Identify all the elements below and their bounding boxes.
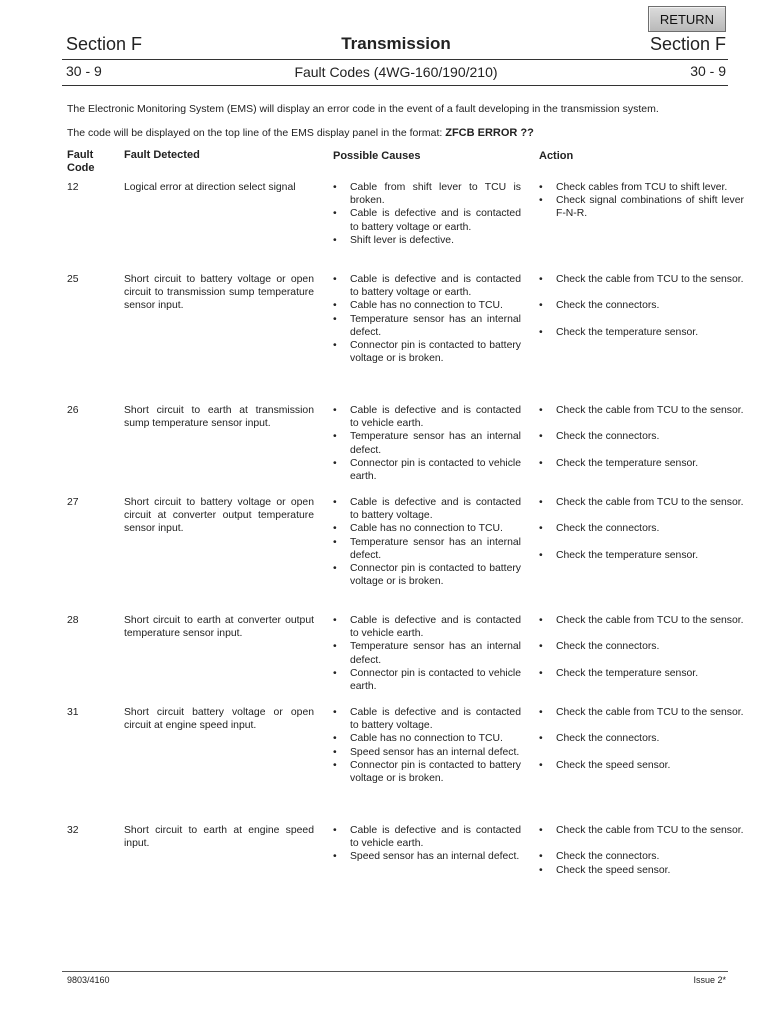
possible-causes-list	[333, 824, 521, 864]
action-item: • Check the temperature sensor.	[539, 326, 744, 339]
cause-item: • Connector pin is contacted to battery voltage or is broken.	[333, 339, 521, 365]
column-header-code-line1: Fault	[67, 149, 94, 161]
intro-format-line	[67, 127, 728, 140]
possible-causes-list	[333, 273, 521, 365]
fault-code: 26	[67, 405, 79, 416]
column-header-code-line2: Code	[67, 162, 95, 174]
action-item: • Check signal combinations of shift lever F-N-R.	[539, 194, 744, 220]
possible-causes-list	[333, 404, 521, 483]
cause-item: • Connector pin is contacted to vehicle earth.	[333, 457, 521, 483]
action-item: • Check the cable from TCU to the sensor.	[539, 404, 744, 417]
page-number-left: 30 - 9	[66, 63, 102, 79]
action-item: • Check cables from TCU to shift lever.	[539, 181, 744, 194]
fault-code: 32	[67, 825, 79, 836]
action-item: • Check the connectors.	[539, 522, 744, 535]
intro-paragraph: The Electronic Monitoring System (EMS) will display an error code in the event of a fault developing in the transmission system.	[67, 103, 659, 115]
cause-item: • Temperature sensor has an internal defect.	[333, 430, 521, 456]
fault-detected: Short circuit to earth at engine speed input.	[124, 825, 314, 850]
possible-causes-list	[333, 614, 521, 693]
cause-item: • Temperature sensor has an internal defect.	[333, 536, 521, 562]
cause-item: • Connector pin is contacted to vehicle earth.	[333, 667, 521, 693]
fault-detected: Short circuit to battery voltage or open circuit to transmission sump temperature sensor input.	[124, 274, 314, 312]
cause-item: • Speed sensor has an internal defect.	[333, 850, 521, 863]
cause-item: • Cable is defective and is contacted to vehicle earth.	[333, 824, 521, 850]
action-item: • Check the speed sensor.	[539, 864, 744, 877]
action-item: • Check the temperature sensor.	[539, 549, 744, 562]
page-number-right: 30 - 9	[690, 63, 726, 79]
column-header-causes: Possible Causes	[333, 150, 421, 162]
cause-item: • Speed sensor has an internal defect.	[333, 746, 521, 759]
fault-code: 28	[67, 615, 79, 626]
document-number: 9803/4160	[67, 975, 110, 985]
cause-item: • Cable is defective and is contacted to battery voltage.	[333, 706, 521, 732]
cause-item: • Temperature sensor has an internal defect.	[333, 640, 521, 666]
issue-number: Issue 2*	[693, 975, 726, 985]
action-item: • Check the cable from TCU to the sensor.	[539, 706, 744, 719]
fault-detected: Short circuit to earth at transmission sump temperature sensor input.	[124, 405, 314, 430]
footer-divider	[62, 971, 728, 972]
cause-item: • Cable has no connection to TCU.	[333, 299, 521, 312]
fault-code: 27	[67, 497, 79, 508]
action-item: • Check the connectors.	[539, 732, 744, 745]
action-item: • Check the cable from TCU to the sensor.	[539, 614, 744, 627]
section-label-right: Section F	[649, 34, 726, 54]
page-subheader	[66, 63, 726, 83]
action-item: • Check the speed sensor.	[539, 759, 744, 772]
error-code-format: ZFCB ERROR ??	[445, 127, 534, 139]
cause-item: • Temperature sensor has an internal defect.	[333, 313, 521, 339]
cause-item: • Cable is defective and is contacted to vehicle earth.	[333, 614, 521, 640]
page-title: Transmission	[341, 34, 451, 53]
fault-code: 12	[67, 182, 79, 193]
fault-detected: Short circuit to battery voltage or open circuit at converter output temperature sensor input.	[124, 497, 314, 535]
fault-code: 31	[67, 707, 79, 718]
cause-item: • Shift lever is defective.	[333, 234, 521, 247]
action-item: • Check the connectors.	[539, 430, 744, 443]
action-item: • Check the connectors.	[539, 640, 744, 653]
possible-causes-list	[333, 706, 521, 785]
subheader-divider	[62, 85, 728, 86]
cause-item: • Connector pin is contacted to battery voltage or is broken.	[333, 562, 521, 588]
action-item: • Check the cable from TCU to the sensor.	[539, 824, 744, 837]
action-item: • Check the temperature sensor.	[539, 457, 744, 470]
action-item: • Check the cable from TCU to the sensor.	[539, 496, 744, 509]
cause-item: • Cable has no connection to TCU.	[333, 732, 521, 745]
action-item: • Check the connectors.	[539, 850, 744, 863]
fault-code: 25	[67, 274, 79, 285]
fault-detected: Short circuit battery voltage or open circuit at engine speed input.	[124, 707, 314, 732]
cause-item: • Cable is defective and is contacted to vehicle earth.	[333, 404, 521, 430]
cause-item: • Connector pin is contacted to battery voltage or is broken.	[333, 759, 521, 785]
column-header-action: Action	[539, 150, 574, 162]
cause-item: • Cable is defective and is contacted to battery voltage or earth.	[333, 273, 521, 299]
possible-causes-list	[333, 181, 521, 247]
cause-item: • Cable is defective and is contacted to battery voltage.	[333, 496, 521, 522]
page-subtitle: Fault Codes (4WG-160/190/210)	[294, 64, 498, 80]
action-item: • Check the connectors.	[539, 299, 744, 312]
action-item: • Check the cable from TCU to the sensor.	[539, 273, 744, 286]
column-header-code	[67, 149, 95, 175]
page-header	[66, 34, 726, 56]
cause-item: • Cable is defective and is contacted to battery voltage or earth.	[333, 207, 521, 233]
fault-detected: Short circuit to earth at converter output temperature sensor input.	[124, 615, 314, 640]
column-header-detected: Fault Detected	[124, 149, 200, 161]
section-label-left: Section F	[66, 34, 143, 54]
header-divider	[62, 59, 728, 60]
cause-item: • Cable from shift lever to TCU is broken.	[333, 181, 521, 207]
fault-detected: Logical error at direction select signal	[124, 182, 296, 193]
cause-item: • Cable has no connection to TCU.	[333, 522, 521, 535]
intro-format-text: The code will be displayed on the top line of the EMS display panel in the format:	[67, 127, 446, 139]
possible-causes-list	[333, 496, 521, 588]
action-item: • Check the temperature sensor.	[539, 667, 744, 680]
return-button[interactable]: RETURN	[648, 6, 726, 32]
